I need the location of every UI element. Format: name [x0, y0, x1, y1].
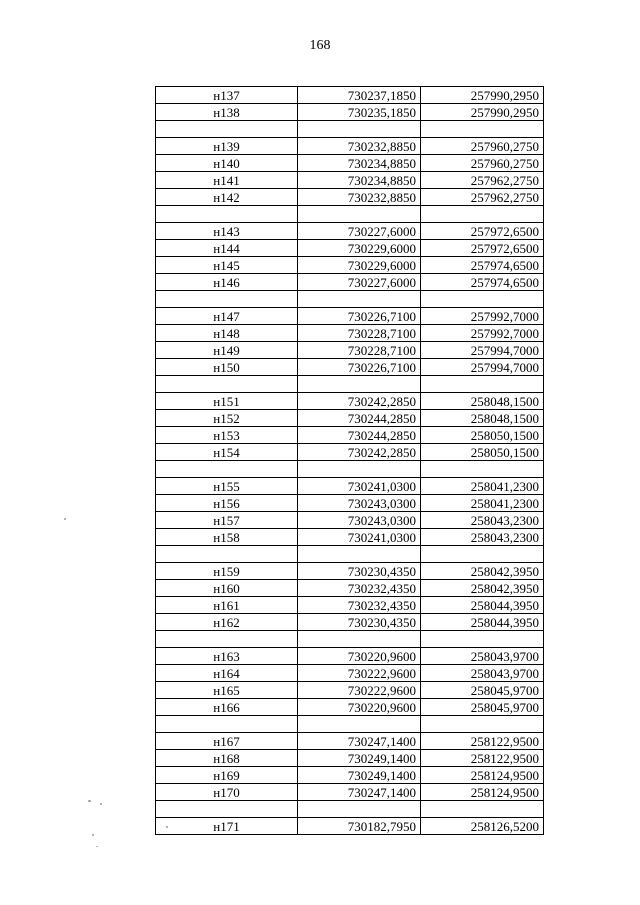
- table-row: [156, 104, 544, 121]
- y-coordinate-cell: 258043,9700: [421, 648, 544, 665]
- y-coordinate-cell: 258124,9500: [421, 784, 544, 801]
- empty-cell: [298, 291, 421, 308]
- x-coordinate-cell: 730228,7100: [298, 325, 421, 342]
- point-id-cell: н144: [156, 240, 298, 257]
- table-separator-row: [156, 206, 544, 223]
- y-coordinate-cell: 258048,1500: [421, 410, 544, 427]
- empty-cell: [421, 631, 544, 648]
- table-row: [156, 155, 544, 172]
- table-row: [156, 274, 544, 291]
- empty-cell: [156, 801, 298, 818]
- x-coordinate-cell: 730232,4350: [298, 597, 421, 614]
- table-row: [156, 87, 544, 104]
- point-id-cell: н164: [156, 665, 298, 682]
- point-id-cell: н168: [156, 750, 298, 767]
- x-coordinate-cell: 730229,6000: [298, 257, 421, 274]
- x-coordinate-cell: 730222,9600: [298, 682, 421, 699]
- scan-speck: [96, 846, 98, 847]
- table-row: [156, 495, 544, 512]
- table-row: [156, 682, 544, 699]
- y-coordinate-cell: 257994,7000: [421, 342, 544, 359]
- point-id-cell: н167: [156, 733, 298, 750]
- x-coordinate-cell: 730220,9600: [298, 648, 421, 665]
- empty-cell: [298, 631, 421, 648]
- empty-cell: [298, 716, 421, 733]
- y-coordinate-cell: 258042,3950: [421, 563, 544, 580]
- table-row: [156, 410, 544, 427]
- point-id-cell: н158: [156, 529, 298, 546]
- y-coordinate-cell: 257990,2950: [421, 87, 544, 104]
- y-coordinate-cell: 257992,7000: [421, 308, 544, 325]
- point-id-cell: н156: [156, 495, 298, 512]
- empty-cell: [156, 546, 298, 563]
- table-row: [156, 563, 544, 580]
- table-row: [156, 444, 544, 461]
- table-row: [156, 512, 544, 529]
- table-separator-row: [156, 801, 544, 818]
- table-separator-row: [156, 546, 544, 563]
- y-coordinate-cell: 257962,2750: [421, 172, 544, 189]
- point-id-cell: н149: [156, 342, 298, 359]
- table-row: [156, 614, 544, 631]
- empty-cell: [421, 716, 544, 733]
- scan-speck: [166, 826, 168, 828]
- table-row: [156, 427, 544, 444]
- y-coordinate-cell: 257974,6500: [421, 257, 544, 274]
- x-coordinate-cell: 730227,6000: [298, 274, 421, 291]
- y-coordinate-cell: 258126,5200: [421, 818, 544, 835]
- table-separator-row: [156, 376, 544, 393]
- x-coordinate-cell: 730228,7100: [298, 342, 421, 359]
- table-separator-row: [156, 461, 544, 478]
- point-id-cell: н141: [156, 172, 298, 189]
- point-id-cell: н140: [156, 155, 298, 172]
- empty-cell: [156, 206, 298, 223]
- x-coordinate-cell: 730247,1400: [298, 784, 421, 801]
- y-coordinate-cell: 258044,3950: [421, 597, 544, 614]
- table-row: [156, 172, 544, 189]
- scan-speck: [100, 803, 102, 805]
- x-coordinate-cell: 730182,7950: [298, 818, 421, 835]
- table-separator-row: [156, 121, 544, 138]
- x-coordinate-cell: 730229,6000: [298, 240, 421, 257]
- point-id-cell: н148: [156, 325, 298, 342]
- table-row: [156, 529, 544, 546]
- table-row: [156, 189, 544, 206]
- y-coordinate-cell: 257960,2750: [421, 138, 544, 155]
- point-id-cell: н151: [156, 393, 298, 410]
- x-coordinate-cell: 730222,9600: [298, 665, 421, 682]
- x-coordinate-cell: 730232,4350: [298, 580, 421, 597]
- point-id-cell: н161: [156, 597, 298, 614]
- empty-cell: [298, 461, 421, 478]
- y-coordinate-cell: 258045,9700: [421, 682, 544, 699]
- empty-cell: [298, 376, 421, 393]
- table-row: [156, 223, 544, 240]
- x-coordinate-cell: 730234,8850: [298, 172, 421, 189]
- table-row: [156, 699, 544, 716]
- table-row: [156, 648, 544, 665]
- x-coordinate-cell: 730242,2850: [298, 393, 421, 410]
- x-coordinate-cell: 730249,1400: [298, 750, 421, 767]
- point-id-cell: н147: [156, 308, 298, 325]
- point-id-cell: н142: [156, 189, 298, 206]
- x-coordinate-cell: 730230,4350: [298, 563, 421, 580]
- empty-cell: [156, 716, 298, 733]
- y-coordinate-cell: 258041,2300: [421, 478, 544, 495]
- point-id-cell: н154: [156, 444, 298, 461]
- empty-cell: [421, 206, 544, 223]
- table-row: [156, 478, 544, 495]
- x-coordinate-cell: 730226,7100: [298, 359, 421, 376]
- y-coordinate-cell: 258045,9700: [421, 699, 544, 716]
- empty-cell: [156, 376, 298, 393]
- y-coordinate-cell: 258124,9500: [421, 767, 544, 784]
- y-coordinate-cell: 257994,7000: [421, 359, 544, 376]
- empty-cell: [156, 291, 298, 308]
- scan-speck: [88, 800, 91, 802]
- page-number: 168: [309, 38, 331, 53]
- point-id-cell: н152: [156, 410, 298, 427]
- empty-cell: [156, 631, 298, 648]
- point-id-cell: н170: [156, 784, 298, 801]
- scan-speck: [64, 518, 66, 520]
- table-row: [156, 784, 544, 801]
- empty-cell: [298, 206, 421, 223]
- y-coordinate-cell: 258050,1500: [421, 444, 544, 461]
- point-id-cell: н163: [156, 648, 298, 665]
- point-id-cell: н169: [156, 767, 298, 784]
- x-coordinate-cell: 730247,1400: [298, 733, 421, 750]
- table-row: [156, 665, 544, 682]
- point-id-cell: н145: [156, 257, 298, 274]
- empty-cell: [421, 461, 544, 478]
- empty-cell: [298, 121, 421, 138]
- x-coordinate-cell: 730243,0300: [298, 495, 421, 512]
- point-id-cell: н159: [156, 563, 298, 580]
- point-id-cell: н150: [156, 359, 298, 376]
- point-id-cell: н160: [156, 580, 298, 597]
- x-coordinate-cell: 730242,2850: [298, 444, 421, 461]
- y-coordinate-cell: 258044,3950: [421, 614, 544, 631]
- table-row: [156, 580, 544, 597]
- coordinates-table-body: [156, 87, 544, 835]
- table-row: [156, 750, 544, 767]
- empty-cell: [156, 461, 298, 478]
- empty-cell: [421, 291, 544, 308]
- y-coordinate-cell: 257992,7000: [421, 325, 544, 342]
- y-coordinate-cell: 257974,6500: [421, 274, 544, 291]
- table-separator-row: [156, 291, 544, 308]
- empty-cell: [421, 121, 544, 138]
- x-coordinate-cell: 730232,8850: [298, 138, 421, 155]
- y-coordinate-cell: 258042,3950: [421, 580, 544, 597]
- point-id-cell: н153: [156, 427, 298, 444]
- table-row: [156, 257, 544, 274]
- table-separator-row: [156, 631, 544, 648]
- table-row: [156, 597, 544, 614]
- point-id-cell: н146: [156, 274, 298, 291]
- empty-cell: [156, 121, 298, 138]
- x-coordinate-cell: 730241,0300: [298, 529, 421, 546]
- empty-cell: [421, 376, 544, 393]
- point-id-cell: н166: [156, 699, 298, 716]
- x-coordinate-cell: 730234,8850: [298, 155, 421, 172]
- point-id-cell: н171: [156, 818, 298, 835]
- table-row: [156, 767, 544, 784]
- y-coordinate-cell: 257962,2750: [421, 189, 544, 206]
- x-coordinate-cell: 730237,1850: [298, 87, 421, 104]
- x-coordinate-cell: 730244,2850: [298, 410, 421, 427]
- empty-cell: [298, 801, 421, 818]
- x-coordinate-cell: 730249,1400: [298, 767, 421, 784]
- table-row: [156, 240, 544, 257]
- y-coordinate-cell: 258050,1500: [421, 427, 544, 444]
- point-id-cell: н162: [156, 614, 298, 631]
- table-row: [156, 308, 544, 325]
- y-coordinate-cell: 257960,2750: [421, 155, 544, 172]
- x-coordinate-cell: 730227,6000: [298, 223, 421, 240]
- x-coordinate-cell: 730244,2850: [298, 427, 421, 444]
- y-coordinate-cell: 258122,9500: [421, 733, 544, 750]
- y-coordinate-cell: 258122,9500: [421, 750, 544, 767]
- x-coordinate-cell: 730226,7100: [298, 308, 421, 325]
- coordinates-table: [155, 86, 544, 835]
- empty-cell: [421, 546, 544, 563]
- x-coordinate-cell: 730241,0300: [298, 478, 421, 495]
- table-row: [156, 393, 544, 410]
- table-row: [156, 818, 544, 835]
- table-row: [156, 342, 544, 359]
- point-id-cell: н155: [156, 478, 298, 495]
- x-coordinate-cell: 730220,9600: [298, 699, 421, 716]
- y-coordinate-cell: 258041,2300: [421, 495, 544, 512]
- y-coordinate-cell: 258048,1500: [421, 393, 544, 410]
- point-id-cell: н137: [156, 87, 298, 104]
- point-id-cell: н138: [156, 104, 298, 121]
- x-coordinate-cell: 730235,1850: [298, 104, 421, 121]
- point-id-cell: н139: [156, 138, 298, 155]
- table-separator-row: [156, 716, 544, 733]
- x-coordinate-cell: 730230,4350: [298, 614, 421, 631]
- empty-cell: [298, 546, 421, 563]
- scan-speck: [92, 834, 94, 836]
- y-coordinate-cell: 257990,2950: [421, 104, 544, 121]
- table-row: [156, 325, 544, 342]
- y-coordinate-cell: 258043,2300: [421, 512, 544, 529]
- y-coordinate-cell: 257972,6500: [421, 240, 544, 257]
- y-coordinate-cell: 257972,6500: [421, 223, 544, 240]
- point-id-cell: н157: [156, 512, 298, 529]
- table-row: [156, 138, 544, 155]
- table-row: [156, 359, 544, 376]
- x-coordinate-cell: 730232,8850: [298, 189, 421, 206]
- x-coordinate-cell: 730243,0300: [298, 512, 421, 529]
- table-row: [156, 733, 544, 750]
- point-id-cell: н143: [156, 223, 298, 240]
- y-coordinate-cell: 258043,2300: [421, 529, 544, 546]
- empty-cell: [421, 801, 544, 818]
- y-coordinate-cell: 258043,9700: [421, 665, 544, 682]
- point-id-cell: н165: [156, 682, 298, 699]
